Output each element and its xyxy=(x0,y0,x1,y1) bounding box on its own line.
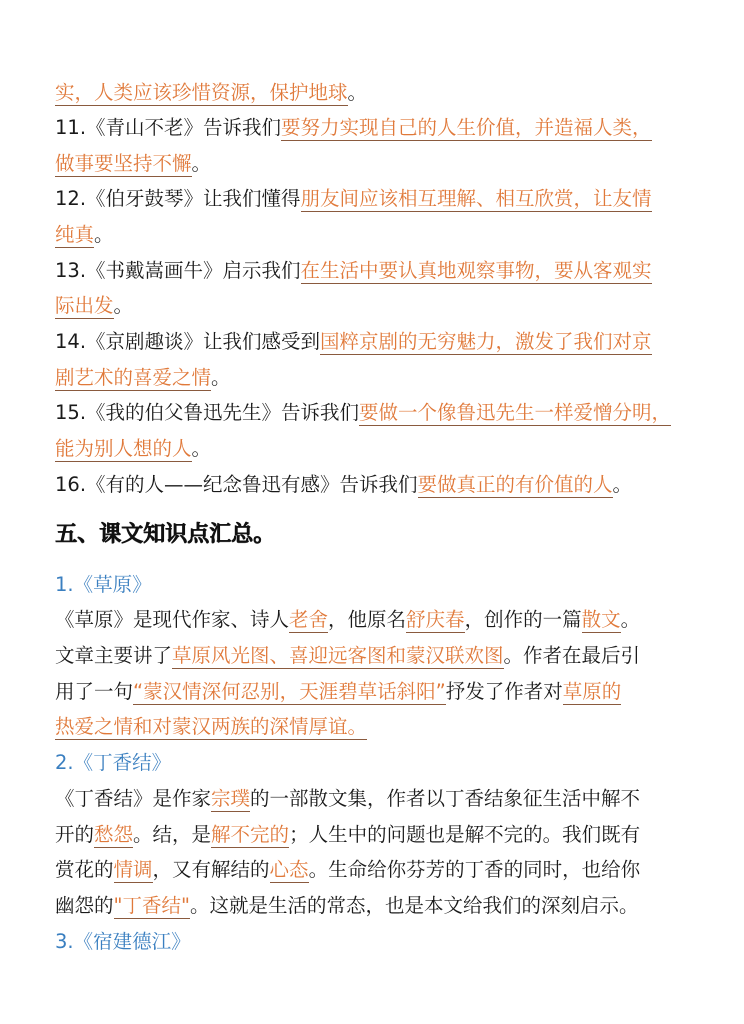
paragraph-line xyxy=(55,852,685,888)
item-line xyxy=(55,75,685,111)
answer-text: 做事要坚持不懈 xyxy=(55,152,192,175)
item-line xyxy=(55,395,685,431)
line-text: 用了一句 xyxy=(55,680,134,703)
answer-text: 草原风光图、喜迎远客图和蒙汉联欢图 xyxy=(172,644,504,667)
line-text: 。 xyxy=(347,81,368,104)
answer-text: 朋友间应该相互理解、相互欣赏，让友情 xyxy=(300,187,652,210)
line-text: 。这就是生活的常态，也是本文给我们的深刻启示。 xyxy=(189,894,639,917)
paragraph-line xyxy=(55,781,685,817)
line-text: 抒发了作者对 xyxy=(445,680,563,703)
line-text: 13.《书戴嵩画牛》启示我们 xyxy=(55,259,301,282)
subsection-title-jiande-river: 3.《宿建德江》 xyxy=(55,930,191,953)
line-text: 的一部散文集，作者以丁香结象征生活中解不 xyxy=(250,787,641,810)
line-text: 。 xyxy=(211,366,231,389)
item-line xyxy=(55,431,685,467)
line-text: ；人生中的问题也是解不完的。我们既有 xyxy=(289,823,641,846)
line-text: 11.《青山不老》告诉我们 xyxy=(55,116,282,139)
answer-text: "丁香结" xyxy=(113,894,190,917)
line-text: 《丁香结》是作家 xyxy=(55,787,212,810)
item-line xyxy=(55,360,685,396)
line-text: 《草原》是现代作家、诗人 xyxy=(55,608,290,631)
answer-text: 纯真 xyxy=(55,223,95,246)
item-line xyxy=(55,146,685,182)
line-text: 开的 xyxy=(55,823,95,846)
answer-text: 热爱之情和对蒙汉两族的深情厚谊。 xyxy=(55,715,368,738)
paragraph-line xyxy=(55,888,685,924)
line-text: 。生命给你芬芳的丁香的同时，也给你 xyxy=(308,858,641,881)
answer-text: 舒庆春 xyxy=(406,608,465,631)
answer-text: 实，人类应该珍惜资源，保护地球 xyxy=(55,81,348,104)
answer-text: 要做真正的有价值的人 xyxy=(417,473,613,496)
line-text: 文章主要讲了 xyxy=(55,644,173,667)
answer-text: 宗璞 xyxy=(211,787,251,810)
answer-text: “蒙汉情深何忍别，天涯碧草话斜阳” xyxy=(133,680,446,703)
paragraph-line xyxy=(55,638,685,674)
line-text: 。 xyxy=(612,473,633,496)
subsection-title-lilac-knot: 2.《丁香结》 xyxy=(55,751,172,774)
paragraph-line xyxy=(55,674,685,710)
answer-text: 散文 xyxy=(581,608,621,631)
line-text: 14.《京剧趣谈》让我们感受到 xyxy=(55,330,321,353)
line-text: 。 xyxy=(191,152,212,175)
item-line xyxy=(55,110,685,146)
answer-text: 愁怨 xyxy=(94,823,134,846)
answer-text: 能为别人想的人 xyxy=(55,437,192,460)
section-heading: 五、课文知识点汇总。 xyxy=(55,522,276,547)
line-text: 。 xyxy=(113,294,134,317)
paragraph-line xyxy=(55,602,685,638)
answer-text: 要做一个像鲁迅先生一样爱憎分明， xyxy=(359,401,672,424)
line-text: 。 xyxy=(94,223,114,246)
line-text: 。作者在最后引 xyxy=(503,644,641,667)
line-text: 。 xyxy=(620,608,641,631)
answer-text: 剧艺术的喜爱之情 xyxy=(55,366,212,389)
paragraph-line xyxy=(55,817,685,853)
subsection-title-grassland: 1.《草原》 xyxy=(55,573,152,596)
answer-text: 解不完的 xyxy=(211,823,290,846)
line-text: 。结，是 xyxy=(133,823,212,846)
answer-text: 草原的 xyxy=(562,680,622,703)
line-text: 赏花的 xyxy=(55,858,114,881)
line-text: 幽怨的 xyxy=(55,894,114,917)
line-text: 15.《我的伯父鲁迅先生》告诉我们 xyxy=(55,401,360,424)
answer-text: 老舍 xyxy=(289,608,329,631)
item-line xyxy=(55,324,685,360)
line-text: 12.《伯牙鼓琴》让我们懂得 xyxy=(55,187,301,210)
answer-text: 心态 xyxy=(269,858,309,881)
item-line xyxy=(55,288,685,324)
answer-text: 际出发 xyxy=(55,294,114,317)
answer-text: 国粹京剧的无穷魅力，激发了我们对京 xyxy=(320,330,652,353)
answer-text: 情调 xyxy=(113,858,153,881)
line-text: 。 xyxy=(191,437,212,460)
line-text: ，创作的一篇 xyxy=(464,608,582,631)
item-line xyxy=(55,253,685,289)
line-text: ，又有解结的 xyxy=(152,858,270,881)
answer-text: 在生活中要认真地观察事物，要从客观实 xyxy=(300,259,652,282)
item-line xyxy=(55,467,685,503)
answer-text: 要努力实现自己的人生价值，并造福人类， xyxy=(281,116,652,139)
item-line xyxy=(55,181,685,217)
line-text: 16.《有的人——纪念鲁迅有感》告诉我们 xyxy=(55,473,418,496)
paragraph-line xyxy=(55,709,685,745)
line-text: ，他原名 xyxy=(328,608,407,631)
item-line xyxy=(55,217,685,253)
